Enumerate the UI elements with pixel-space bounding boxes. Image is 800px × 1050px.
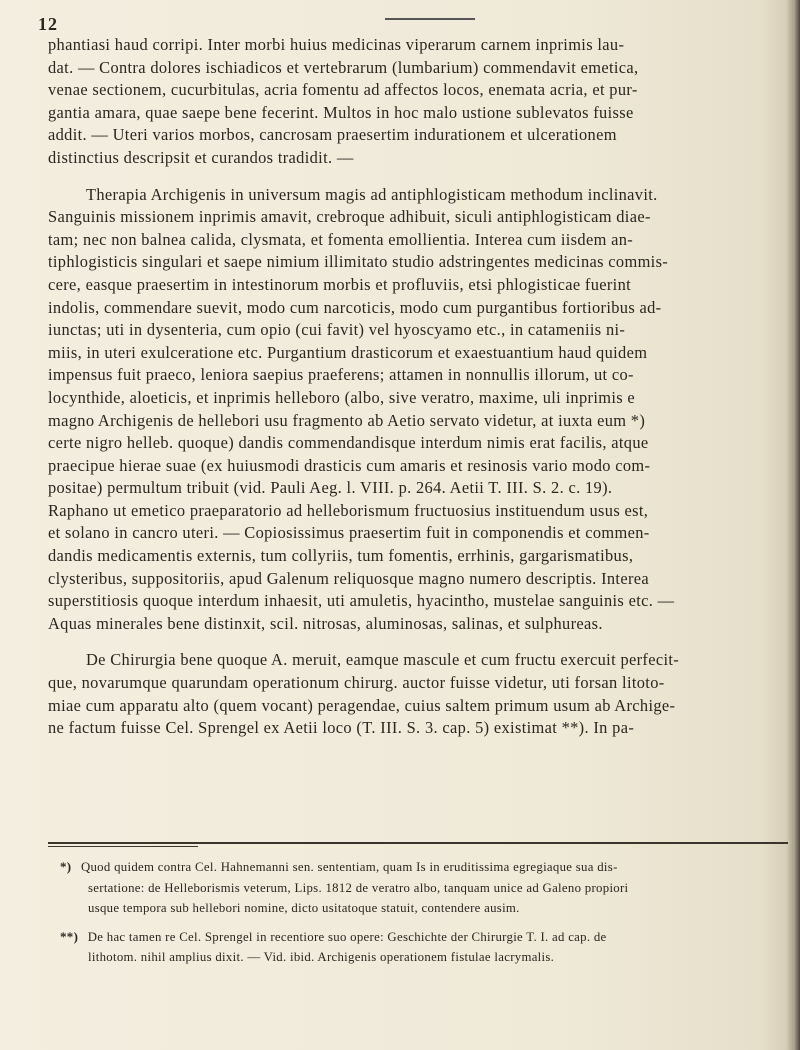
header-rule <box>385 18 475 20</box>
text-line: cere, easque praesertim in intestinorum morbis et profluviis, etsi phlogisticae fuerint <box>48 274 632 294</box>
footnote-line: Quod quidem contra Cel. Hahnemanni sen. sententiam, quam Is in eruditissima egregiaque sua dis- <box>80 860 618 874</box>
text-line: praecipue hierae suae (ex huiusmodi drasticis cum amaris et resinosis vario modo com- <box>48 455 651 475</box>
text-line: tiphlogisticis singulari et saepe nimium illimitato studio adstringentes medicinas commis- <box>48 252 669 272</box>
text-line: Therapia Archigenis in universum magis ad antiphlogisticam methodum inclinavit. <box>86 184 658 204</box>
text-line: locynthide, aloeticis, et inprimis helleboro (albo, sive veratro, maxime, uli inprimis e <box>48 387 636 407</box>
main-text <box>48 34 788 740</box>
text-line: ne factum fuisse Cel. Sprengel ex Aetii loco (T. III. S. 3. cap. 5) existimat **). In pa- <box>48 718 635 738</box>
text-line: gantia amara, quae saepe bene fecerint. Multos in hoc malo ustione sublevatos fuisse <box>48 102 634 122</box>
text-line: positae) permultum tribuit (vid. Pauli Aeg. l. VIII. p. 264. Aetii T. III. S. 2. c. 19). <box>48 478 613 498</box>
paragraph-2 <box>48 184 788 636</box>
text-line: distinctius descripsit et curandos tradidit. — <box>48 147 354 167</box>
text-line: magno Archigenis de hellebori usu fragmento ab Aetio servato videtur, at iuxta eum *) <box>48 410 646 430</box>
footnote-mark: *) <box>60 859 72 874</box>
footnote-line: lithotom. nihil amplius dixit. — Vid. ibid. Archigenis operationem fistulae lacrymalis. <box>88 950 555 964</box>
footnote-2 <box>60 927 790 968</box>
text-line: miis, in uteri exulceratione etc. Purgantium drasticorum et exaestuantium haud quidem <box>48 342 648 362</box>
text-line: clysteribus, suppositoriis, apud Galenum reliquosque magno numero descriptis. Interea <box>48 568 650 588</box>
footnotes <box>60 857 790 976</box>
text-line: que, novarumque quarundam operationum chirurg. auctor fuisse videtur, uti forsan litoto- <box>48 673 665 693</box>
paragraph-1 <box>48 34 788 170</box>
text-line: indolis, commendare suevit, modo cum narcoticis, modo cum purgantibus fortioribus ad- <box>48 297 662 317</box>
footnote-mark: **) <box>60 928 79 944</box>
text-line: iunctas; uti in dysenteria, cum opio (cui favit) vel hyoscyamo etc., in catameniis ni- <box>48 320 626 340</box>
text-line: Sanguinis missionem inprimis amavit, crebroque adhibuit, siculi antiphlogisticam diae- <box>48 207 651 227</box>
text-line: miae cum apparatu alto (quem vocant) peragendae, cuius saltem primum usum ab Archige- <box>48 695 676 715</box>
text-line: impensus fuit praeco, leniora saepius praeferens; attamen in nonnullis illorum, ut co- <box>48 365 634 385</box>
footnote-line: usque tempora sub hellebori nomine, dicto usitatoque statuit, contendere ausim. <box>88 901 520 915</box>
text-line: Raphano ut emetico praeparatorio ad helleborismum fructuosius instituendum usus est, <box>48 500 649 520</box>
text-line: dandis medicamentis externis, tum collyriis, tum fomentis, errhinis, gargarismatibus, <box>48 546 634 566</box>
text-line: superstitiosis quoque interdum inhaesit, uti amuletis, hyacintho, mustelae sanguinis etc. — <box>48 591 675 611</box>
footnote-line: De hac tamen re Cel. Sprengel in recentiore suo opere: Geschichte der Chirurgie T. I. ad cap. de <box>87 929 607 944</box>
page-number: 12 <box>38 14 58 34</box>
footnote-rule-short <box>48 846 198 847</box>
text-line: venae sectionem, cucurbitulas, acria fomentu ad affectos locos, enemata acria, et pur- <box>48 80 638 100</box>
text-line: phantiasi haud corripi. Inter morbi huius medicinas viperarum carnem inprimis lau- <box>48 35 625 54</box>
text-line: certe nigro helleb. quoque) dandis commendandisque interdum nimis erat facilis, atque <box>48 433 649 453</box>
footnote-1 <box>60 857 790 919</box>
text-line: dat. — Contra dolores ischiadicos et vertebrarum (lumbarium) commendavit emetica, <box>48 57 639 77</box>
text-line: Aquas minerales bene distinxit, scil. nitrosas, aluminosas, salinas, et sulphureas. <box>48 613 603 633</box>
text-line: et solano in cancro uteri. — Copiosissimus praesertim fuit in componendis et commen- <box>48 523 650 543</box>
text-line: tam; nec non balnea calida, clysmata, et fomenta emollientia. Interea cum iisdem an- <box>48 229 634 249</box>
footnote-line: sertatione: de Helleborismis veterum, Lips. 1812 de veratro albo, tanquam unice ad Galeno propiori <box>88 880 629 895</box>
text-line: De Chirurgia bene quoque A. meruit, eamque mascule et cum fructu exercuit perfecit- <box>86 650 680 670</box>
paragraph-3 <box>48 649 788 739</box>
text-line: addit. — Uteri varios morbos, cancrosam praesertim indurationem et ulcerationem <box>48 125 617 145</box>
footnote-rule <box>48 842 788 844</box>
